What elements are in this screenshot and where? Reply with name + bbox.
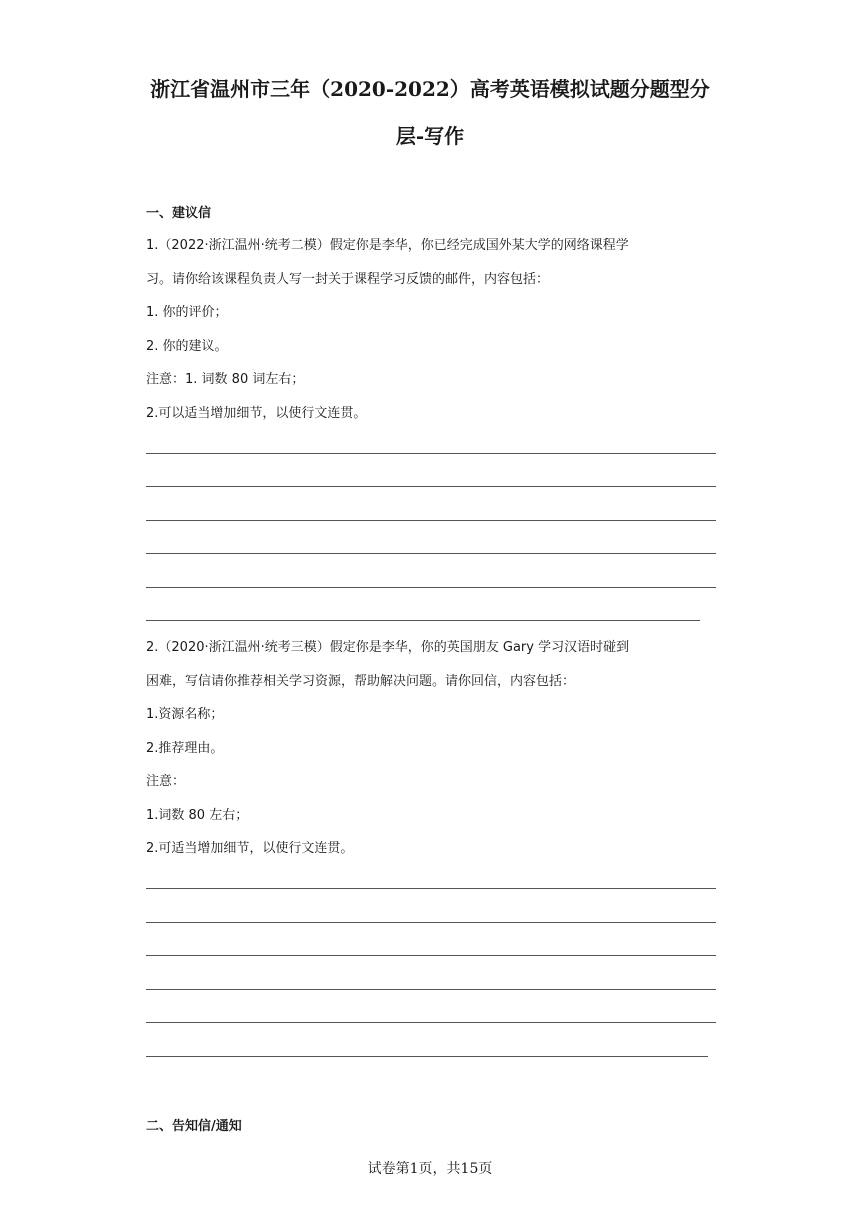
page-footer: 试卷第1页，共15页 bbox=[367, 1161, 493, 1177]
question-2-line-4: 2.推荐理由。 bbox=[146, 740, 224, 756]
question-2-line-2: 困难，写信请你推荐相关学习资源，帮助解决问题。请你回信，内容包括： bbox=[146, 673, 576, 689]
answer-line[interactable] bbox=[146, 1000, 716, 1034]
answer-line[interactable] bbox=[146, 531, 716, 565]
document-body bbox=[146, 198, 716, 1142]
question-1-line-4: 2. 你的建议。 bbox=[146, 338, 228, 354]
answer-line[interactable] bbox=[146, 1033, 716, 1067]
answer-line[interactable] bbox=[146, 598, 716, 632]
question-2-line-3: 1.资源名称； bbox=[146, 707, 224, 722]
question-2 bbox=[146, 631, 716, 1067]
question-2-line-6: 1.词数 80 左右； bbox=[146, 807, 249, 823]
answer-line[interactable] bbox=[146, 966, 716, 1000]
spacer bbox=[146, 1067, 716, 1111]
question-1-line-6: 2.可以适当增加细节，以使行文连贯。 bbox=[146, 405, 367, 421]
answer-line[interactable] bbox=[146, 866, 716, 900]
answer-line[interactable] bbox=[146, 899, 716, 933]
answer-line[interactable] bbox=[146, 430, 716, 464]
question-2-line-5: 注意： bbox=[146, 774, 186, 789]
question-2-line-7: 2.可适当增加细节，以使行文连贯。 bbox=[146, 841, 354, 856]
question-1-line-5: 注意：1. 词数 80 词左右； bbox=[146, 372, 305, 387]
title-line-2: 层-写作 bbox=[395, 124, 465, 148]
question-1-line-2: 习。请你给该课程负责人写一封关于课程学习反馈的邮件，内容包括： bbox=[146, 271, 550, 287]
title-line-1: 浙江省温州市三年（2020-2022）高考英语模拟试题分题型分 bbox=[150, 77, 710, 101]
question-2-line-1: 2.（2020·浙江温州·统考三模）假定你是李华，你的英国朋友 Gary 学习汉语时碰到 bbox=[146, 640, 630, 655]
answer-line[interactable] bbox=[146, 464, 716, 498]
question-1 bbox=[146, 229, 716, 631]
answer-line[interactable] bbox=[146, 497, 716, 531]
section-heading-notice-letter: 二、告知信/通知 bbox=[146, 1118, 242, 1134]
section-heading-suggestion-letter: 一、建议信 bbox=[146, 206, 212, 221]
question-1-line-3: 1. 你的评价； bbox=[146, 305, 228, 320]
answer-line[interactable] bbox=[146, 564, 716, 598]
question-1-line-1: 1.（2022·浙江温州·统考二模）假定你是李华，你已经完成国外某大学的网络课程学 bbox=[146, 238, 629, 253]
answer-line[interactable] bbox=[146, 933, 716, 967]
document-title bbox=[100, 66, 760, 160]
